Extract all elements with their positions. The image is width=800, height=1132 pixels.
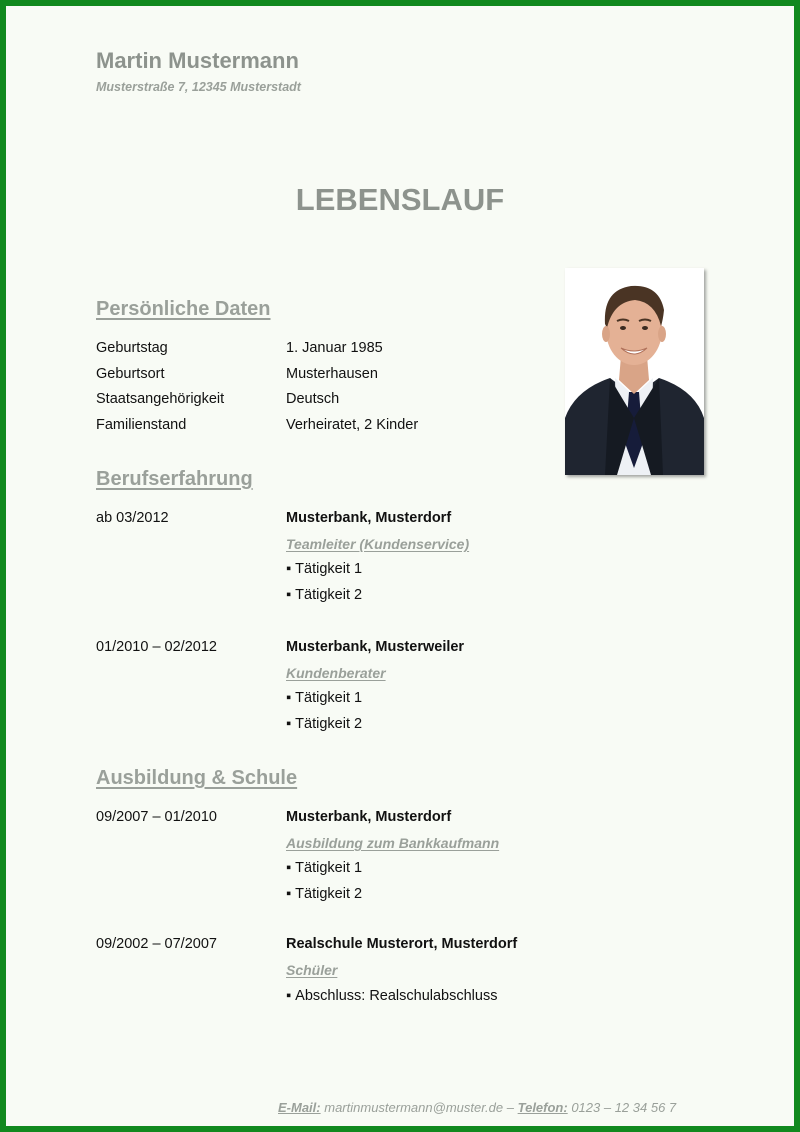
entry-item: ▪ Tätigkeit 1 bbox=[286, 860, 362, 876]
entry-item: ▪ Tätigkeit 2 bbox=[286, 587, 362, 603]
personal-label: Geburtsort bbox=[96, 366, 165, 382]
portrait-image bbox=[565, 268, 704, 475]
section-heading-personal: Persönliche Daten bbox=[96, 298, 271, 320]
footer-separator: – bbox=[506, 1100, 514, 1115]
entry-item: ▪ Abschluss: Realschulabschluss bbox=[286, 988, 497, 1004]
entry-role: Teamleiter (Kundenservice) bbox=[286, 536, 470, 552]
personal-value: Verheiratet, 2 Kinder bbox=[286, 417, 419, 433]
email-label: E-Mail: bbox=[278, 1100, 321, 1115]
personal-value: Deutsch bbox=[286, 391, 340, 407]
entry-role: Ausbildung zum Bankkaufmann bbox=[286, 835, 500, 851]
entry-company: Realschule Musterort, Musterdorf bbox=[286, 936, 518, 952]
entry-period: ab 03/2012 bbox=[96, 510, 169, 526]
phone-number[interactable]: 0123 – 12 34 56 7 bbox=[571, 1100, 677, 1115]
email-address[interactable]: martinmustermann@muster.de bbox=[324, 1100, 504, 1115]
applicant-photo bbox=[565, 268, 704, 475]
entry-company: Musterbank, Musterdorf bbox=[286, 510, 452, 526]
phone-label: Telefon: bbox=[517, 1100, 568, 1115]
entry-company: Musterbank, Musterdorf bbox=[286, 809, 452, 825]
applicant-name: Martin Mustermann bbox=[96, 48, 299, 73]
cv-page bbox=[6, 6, 794, 1126]
personal-label: Staatsangehörigkeit bbox=[96, 391, 225, 407]
entry-item: ▪ Tätigkeit 1 bbox=[286, 690, 362, 706]
document-title: LEBENSLAUF bbox=[295, 182, 505, 217]
contact-footer bbox=[278, 1100, 676, 1115]
section-heading-experience: Berufserfahrung bbox=[96, 468, 253, 490]
entry-item: ▪ Tätigkeit 2 bbox=[286, 886, 362, 902]
entry-period: 09/2007 – 01/2010 bbox=[96, 809, 217, 825]
entry-role: Kundenberater bbox=[286, 665, 386, 681]
applicant-address: Musterstraße 7, 12345 Musterstadt bbox=[96, 80, 301, 94]
entry-company: Musterbank, Musterweiler bbox=[286, 639, 465, 655]
personal-value: 1. Januar 1985 bbox=[286, 340, 383, 356]
entry-period: 01/2010 – 02/2012 bbox=[96, 639, 217, 655]
section-heading-education: Ausbildung & Schule bbox=[96, 767, 298, 789]
entry-period: 09/2002 – 07/2007 bbox=[96, 936, 217, 952]
personal-label: Familienstand bbox=[96, 417, 187, 433]
entry-item: ▪ Tätigkeit 1 bbox=[286, 561, 362, 577]
entry-item: ▪ Tätigkeit 2 bbox=[286, 716, 362, 732]
personal-value: Musterhausen bbox=[286, 366, 378, 382]
entry-role: Schüler bbox=[286, 962, 338, 978]
personal-label: Geburtstag bbox=[96, 340, 168, 356]
